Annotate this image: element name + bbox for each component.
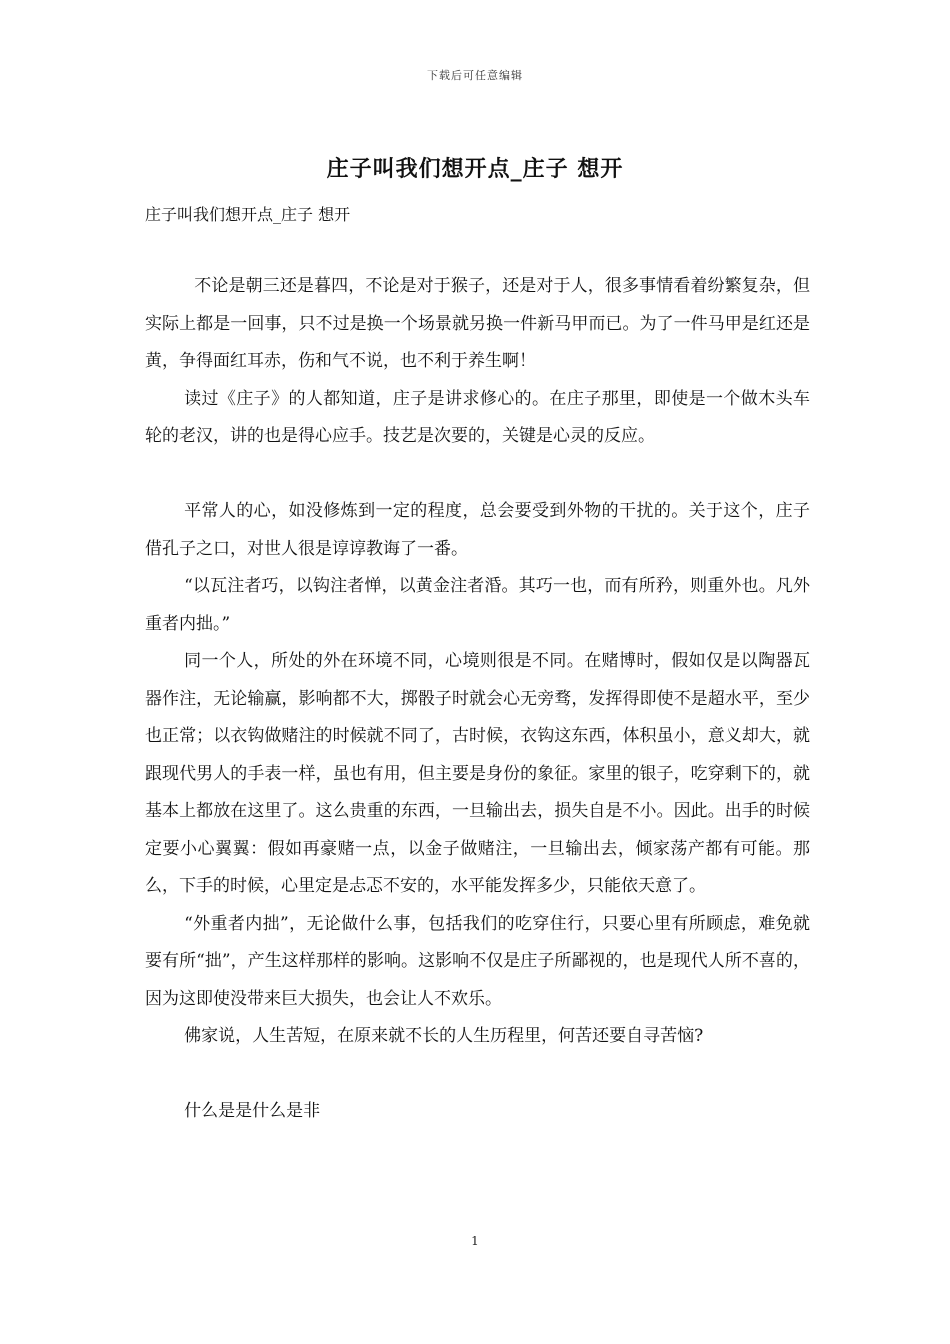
section-heading: 什么是是什么是非 xyxy=(184,1101,321,1121)
paragraph: “外重者内拙”，无论做什么事，包括我们的吃穿住行，只要心里有所顾虑，难免就要有所“拙”，产生这样那样的影响。这影响不仅是庄子所鄙视的，也是现代人所不喜的，因为这即使没带来巨大损失，也会让人不欢乐。 xyxy=(145,913,810,1009)
paragraph-spacer xyxy=(145,456,810,494)
page-number: 1 xyxy=(471,1234,479,1248)
paragraph: 读过《庄子》的人都知道，庄子是讲求修心的。在庄子那里，即使是一个做木头车轮的老汉，讲的也是得心应手。技艺是次要的，关键是心灵的反应。 xyxy=(145,388,810,446)
paragraph: 佛家说，人生苦短，在原来就不长的人生历程里，何苦还要自寻苦恼? xyxy=(184,1026,704,1046)
paragraph: 平常人的心，如没修炼到一定的程度，总会要受到外物的干扰的。关于这个，庄子借孔子之口，对世人很是谆谆教诲了一番。 xyxy=(145,501,810,559)
document-title: 庄子叫我们想开点_庄子 想开 xyxy=(326,156,624,182)
quote-paragraph: “以瓦注者巧，以钩注者惮，以黄金注者涽。其巧一也，而有所矜，则重外也。凡外重者内拙。” xyxy=(145,576,810,634)
header-note: 下载后可任意编辑 xyxy=(427,69,523,82)
paragraph: 不论是朝三还是暮四，不论是对于猴子，还是对于人，很多事情看着纷繁复杂，但实际上都是一回事，只不过是换一个场景就另换一件新马甲而已。为了一件马甲是红还是黄，争得面红耳赤，伤和气不说，也不利于养生啊！ xyxy=(145,276,810,371)
document-body xyxy=(145,268,810,1131)
paragraph-spacer xyxy=(145,1056,810,1094)
paragraph: 同一个人，所处的外在环境不同，心境则很是不同。在赌博时，假如仅是以陶器瓦器作注，无论输赢，影响都不大，掷骰子时就会心无旁骛，发挥得即使不是超水平，至少也正常；以衣钩做赌注的时候就不同了，古时候，衣钩这东西，体积虽小，意义却大，就跟现代男人的手表一样，虽也有用，但主要是身份的象征。家里的银子，吃穿剩下的，就基本上都放在这里了。这么贵重的东西，一旦输出去，损失自是不小。因此。出手的时候定要小心翼翼：假如再豪赌一点，以金子做赌注，一旦输出去，倾家荡产都有可能。那么，下手的时候，心里定是忐忑不安的，水平能发挥多少，只能依天意了。 xyxy=(145,651,810,896)
document-subtitle: 庄子叫我们想开点_庄子 想开 xyxy=(145,205,351,224)
